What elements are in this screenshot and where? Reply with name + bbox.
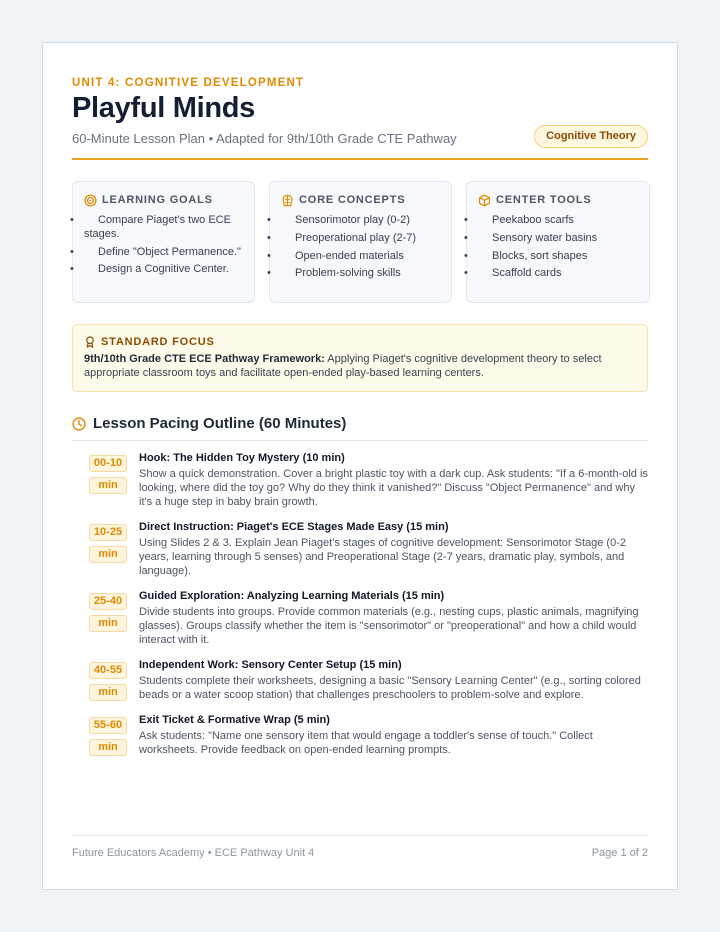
pacing-item-title: Independent Work: Sensory Center Setup (15 min) — [139, 659, 402, 671]
award-icon — [84, 336, 96, 348]
list-item: • Peekaboo scarfs — [478, 213, 638, 227]
standard-focus-box — [72, 324, 648, 392]
center-tools-list — [478, 213, 638, 280]
pacing-item-title: Direct Instruction: Piaget's ECE Stages Made Easy (15 min) — [139, 521, 449, 533]
time-badge: 40-55 min — [89, 662, 127, 701]
pacing-item-desc: Students complete their worksheets, designing a basic "Sensory Learning Center" (e.g., sorting colored beads or a water scoop station) that challenges preschoolers to problem-solve and explore. — [139, 675, 641, 701]
clock-icon — [72, 417, 86, 431]
pacing-section-header — [72, 415, 648, 441]
card-title: CORE CONCEPTS — [299, 194, 406, 206]
pacing-item-desc: Using Slides 2 & 3. Explain Jean Piaget's stages of cognitive development: Sensorimotor Stage (0-2 years, learning through 5 senses) and Preoperational Stage (2-7 years, dramatic play, symbols, and language). — [139, 537, 626, 577]
unit-label: UNIT 4: COGNITIVE DEVELOPMENT — [72, 77, 305, 89]
center-tools-card — [466, 181, 650, 303]
list-item: • Sensory water basins — [478, 231, 638, 245]
standard-title: STANDARD FOCUS — [101, 336, 215, 348]
footer-left: Future Educators Academy • ECE Pathway Unit 4 — [72, 847, 315, 859]
list-item: • Compare Piaget's two ECE stages. — [84, 213, 243, 241]
pacing-item-title: Exit Ticket & Formative Wrap (5 min) — [139, 714, 330, 726]
pacing-item-title: Guided Exploration: Analyzing Learning Materials (15 min) — [139, 590, 445, 602]
topic-badge: Cognitive Theory — [534, 125, 648, 148]
learning-goals-list — [84, 213, 243, 276]
time-badge: 10-25 min — [89, 524, 127, 563]
page-title: Playful Minds — [72, 92, 256, 124]
learning-goals-card — [72, 181, 255, 303]
card-title: CENTER TOOLS — [496, 194, 592, 206]
list-item: • Scaffold cards — [478, 266, 638, 280]
standard-label: 9th/10th Grade CTE ECE Pathway Framework: — [84, 353, 325, 365]
box-icon — [478, 194, 491, 207]
page-subtitle: 60-Minute Lesson Plan • Adapted for 9th/10th Grade CTE Pathway — [72, 131, 457, 146]
time-badge: 25-40 min — [89, 593, 127, 632]
standard-description: Applying Piaget's cognitive development theory to select appropriate classroom toys and facilitate open-ended play-based learning centers. — [84, 353, 602, 379]
list-item: • Preoperational play (2-7) — [281, 231, 440, 245]
list-item: • Blocks, sort shapes — [478, 249, 638, 263]
page-footer — [72, 835, 648, 859]
core-concepts-card — [269, 181, 452, 303]
time-badge: 55-60 min — [89, 717, 127, 756]
list-item: • Sensorimotor play (0-2) — [281, 213, 440, 227]
pacing-title: Lesson Pacing Outline (60 Minutes) — [93, 415, 347, 432]
list-item: • Design a Cognitive Center. — [84, 262, 243, 276]
standard-text — [84, 352, 636, 380]
pacing-item-desc: Ask students: "Name one sensory item that would engage a toddler's sense of touch." Collect worksheets. Provide feedback on open-ended learning prompts. — [139, 730, 593, 756]
core-concepts-list — [281, 213, 440, 280]
card-title: LEARNING GOALS — [102, 194, 213, 206]
list-item: • Problem-solving skills — [281, 266, 440, 280]
target-icon — [84, 194, 97, 207]
brain-icon — [281, 194, 294, 207]
header-divider — [72, 158, 648, 160]
page-number: Page 1 of 2 — [591, 847, 648, 859]
time-badge: 00-10 min — [89, 455, 127, 494]
pacing-item-title: Hook: The Hidden Toy Mystery (10 min) — [139, 452, 345, 464]
pacing-item-desc: Divide students into groups. Provide common materials (e.g., nesting cups, plastic animals, magnifying glasses). Groups classify whether the item is "sensorimotor" or "preoperational" and how a child would interact with it. — [139, 606, 639, 646]
list-item: • Open-ended materials — [281, 249, 440, 263]
lesson-plan-page — [42, 42, 678, 890]
pacing-item-desc: Show a quick demonstration. Cover a bright plastic toy with a dark cup. Ask students: "If a 6-month-old is looking, where did the toy go? Why do they think it vanished?" Discuss "Object Permanence" and why it's a huge step in baby brain growth. — [139, 468, 648, 508]
list-item: • Define "Object Permanence." — [84, 245, 243, 259]
